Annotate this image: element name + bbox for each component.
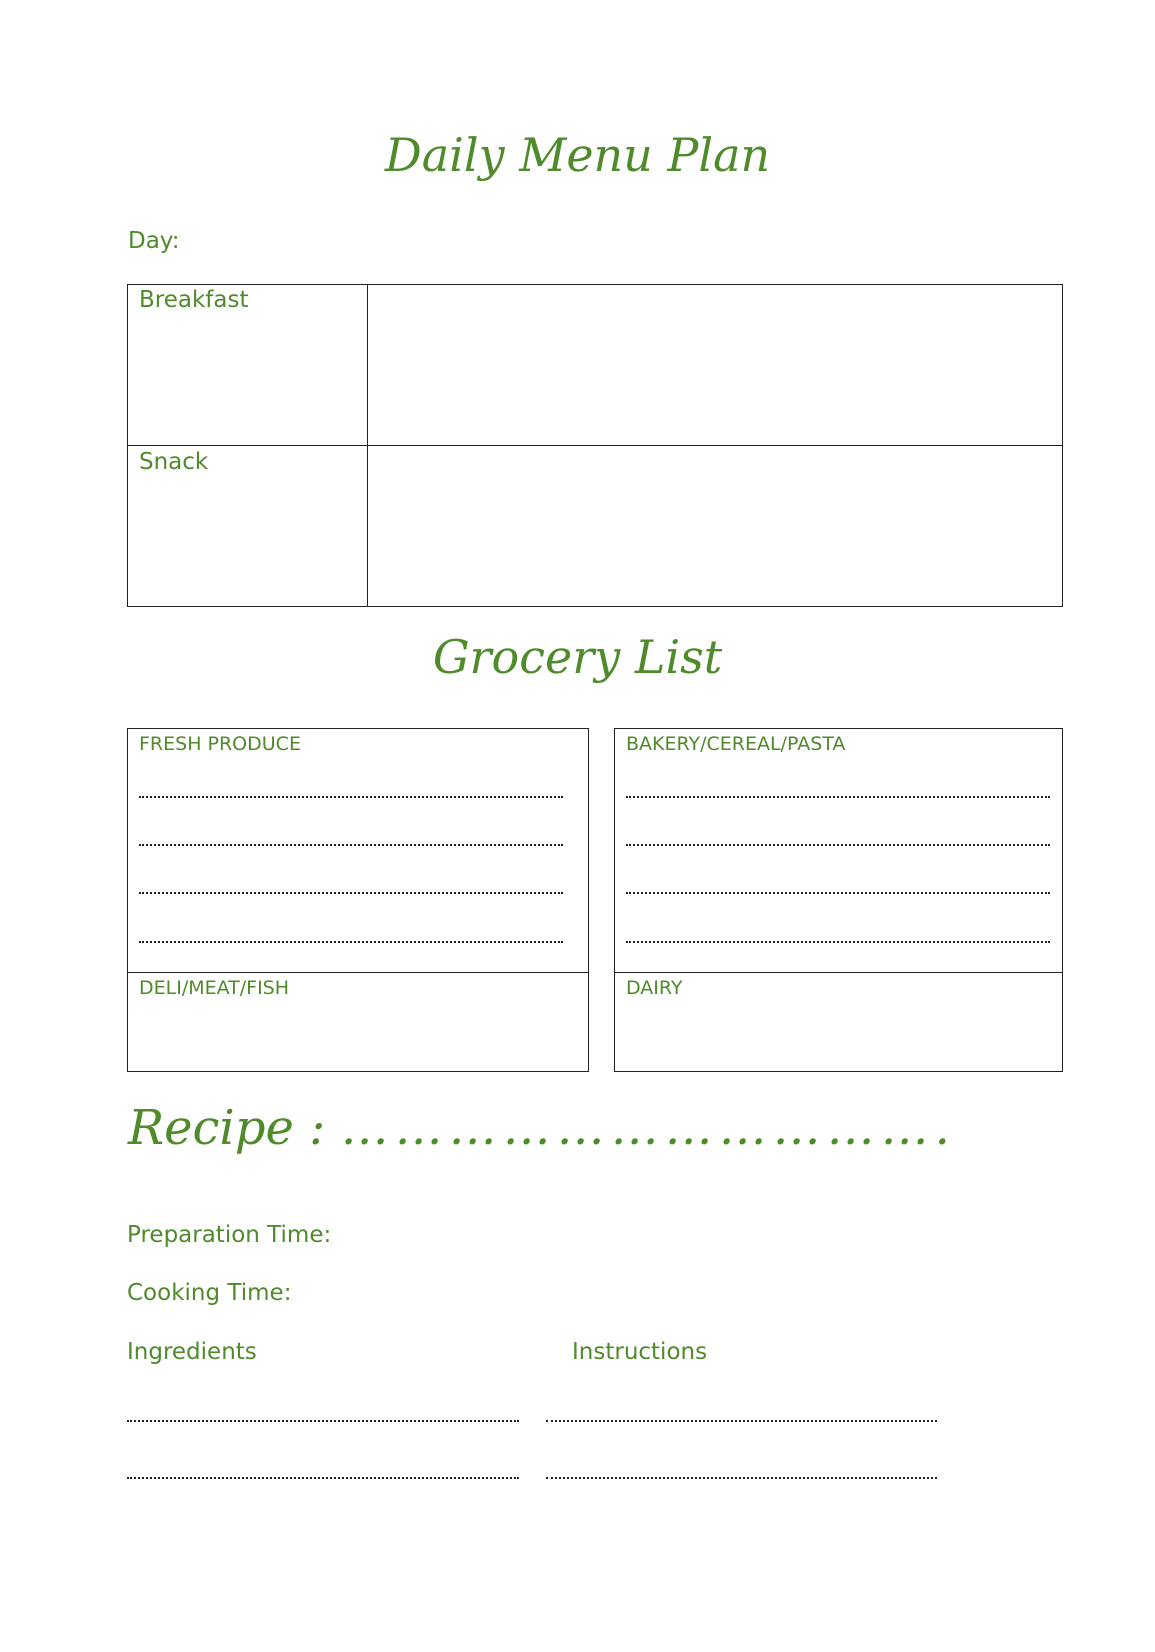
dotted-line[interactable] xyxy=(626,941,1050,943)
dotted-line[interactable] xyxy=(626,892,1050,894)
dotted-line[interactable] xyxy=(139,844,563,846)
instructions-label: Instructions xyxy=(572,1339,708,1365)
grocery-left-divider xyxy=(128,972,588,973)
instruction-line[interactable] xyxy=(546,1420,937,1422)
ingredients-label: Ingredients xyxy=(127,1339,257,1365)
section-fresh-produce: FRESH PRODUCE xyxy=(139,733,301,755)
cooking-time-label: Cooking Time: xyxy=(127,1280,292,1306)
day-label: Day: xyxy=(128,228,180,254)
meal-table xyxy=(127,284,1063,607)
meal-label-breakfast: Breakfast xyxy=(139,287,249,313)
page-title: Daily Menu Plan xyxy=(384,128,771,182)
grocery-right-divider xyxy=(615,972,1062,973)
recipe-name-line[interactable]: ……………………………. xyxy=(340,1100,956,1156)
snack-entry[interactable] xyxy=(369,447,1062,606)
breakfast-entry[interactable] xyxy=(369,285,1062,445)
dotted-line[interactable] xyxy=(139,892,563,894)
ingredient-line[interactable] xyxy=(127,1420,519,1422)
meal-row-divider xyxy=(128,445,1062,446)
recipe-heading xyxy=(128,1100,956,1156)
grocery-title: Grocery List xyxy=(432,630,723,684)
grocery-box-left xyxy=(127,728,589,1072)
instruction-line[interactable] xyxy=(546,1477,937,1479)
dotted-line[interactable] xyxy=(139,796,563,798)
recipe-label: Recipe : xyxy=(128,1100,341,1156)
section-bakery-cereal-pasta: BAKERY/CEREAL/PASTA xyxy=(626,733,846,755)
meal-label-snack: Snack xyxy=(139,449,209,475)
ingredient-line[interactable] xyxy=(127,1477,519,1479)
dotted-line[interactable] xyxy=(139,941,563,943)
section-dairy: DAIRY xyxy=(626,977,683,999)
grocery-box-right xyxy=(614,728,1063,1072)
section-deli-meat-fish: DELI/MEAT/FISH xyxy=(139,977,290,999)
preparation-time-label: Preparation Time: xyxy=(127,1222,332,1248)
dotted-line[interactable] xyxy=(626,844,1050,846)
dotted-line[interactable] xyxy=(626,796,1050,798)
